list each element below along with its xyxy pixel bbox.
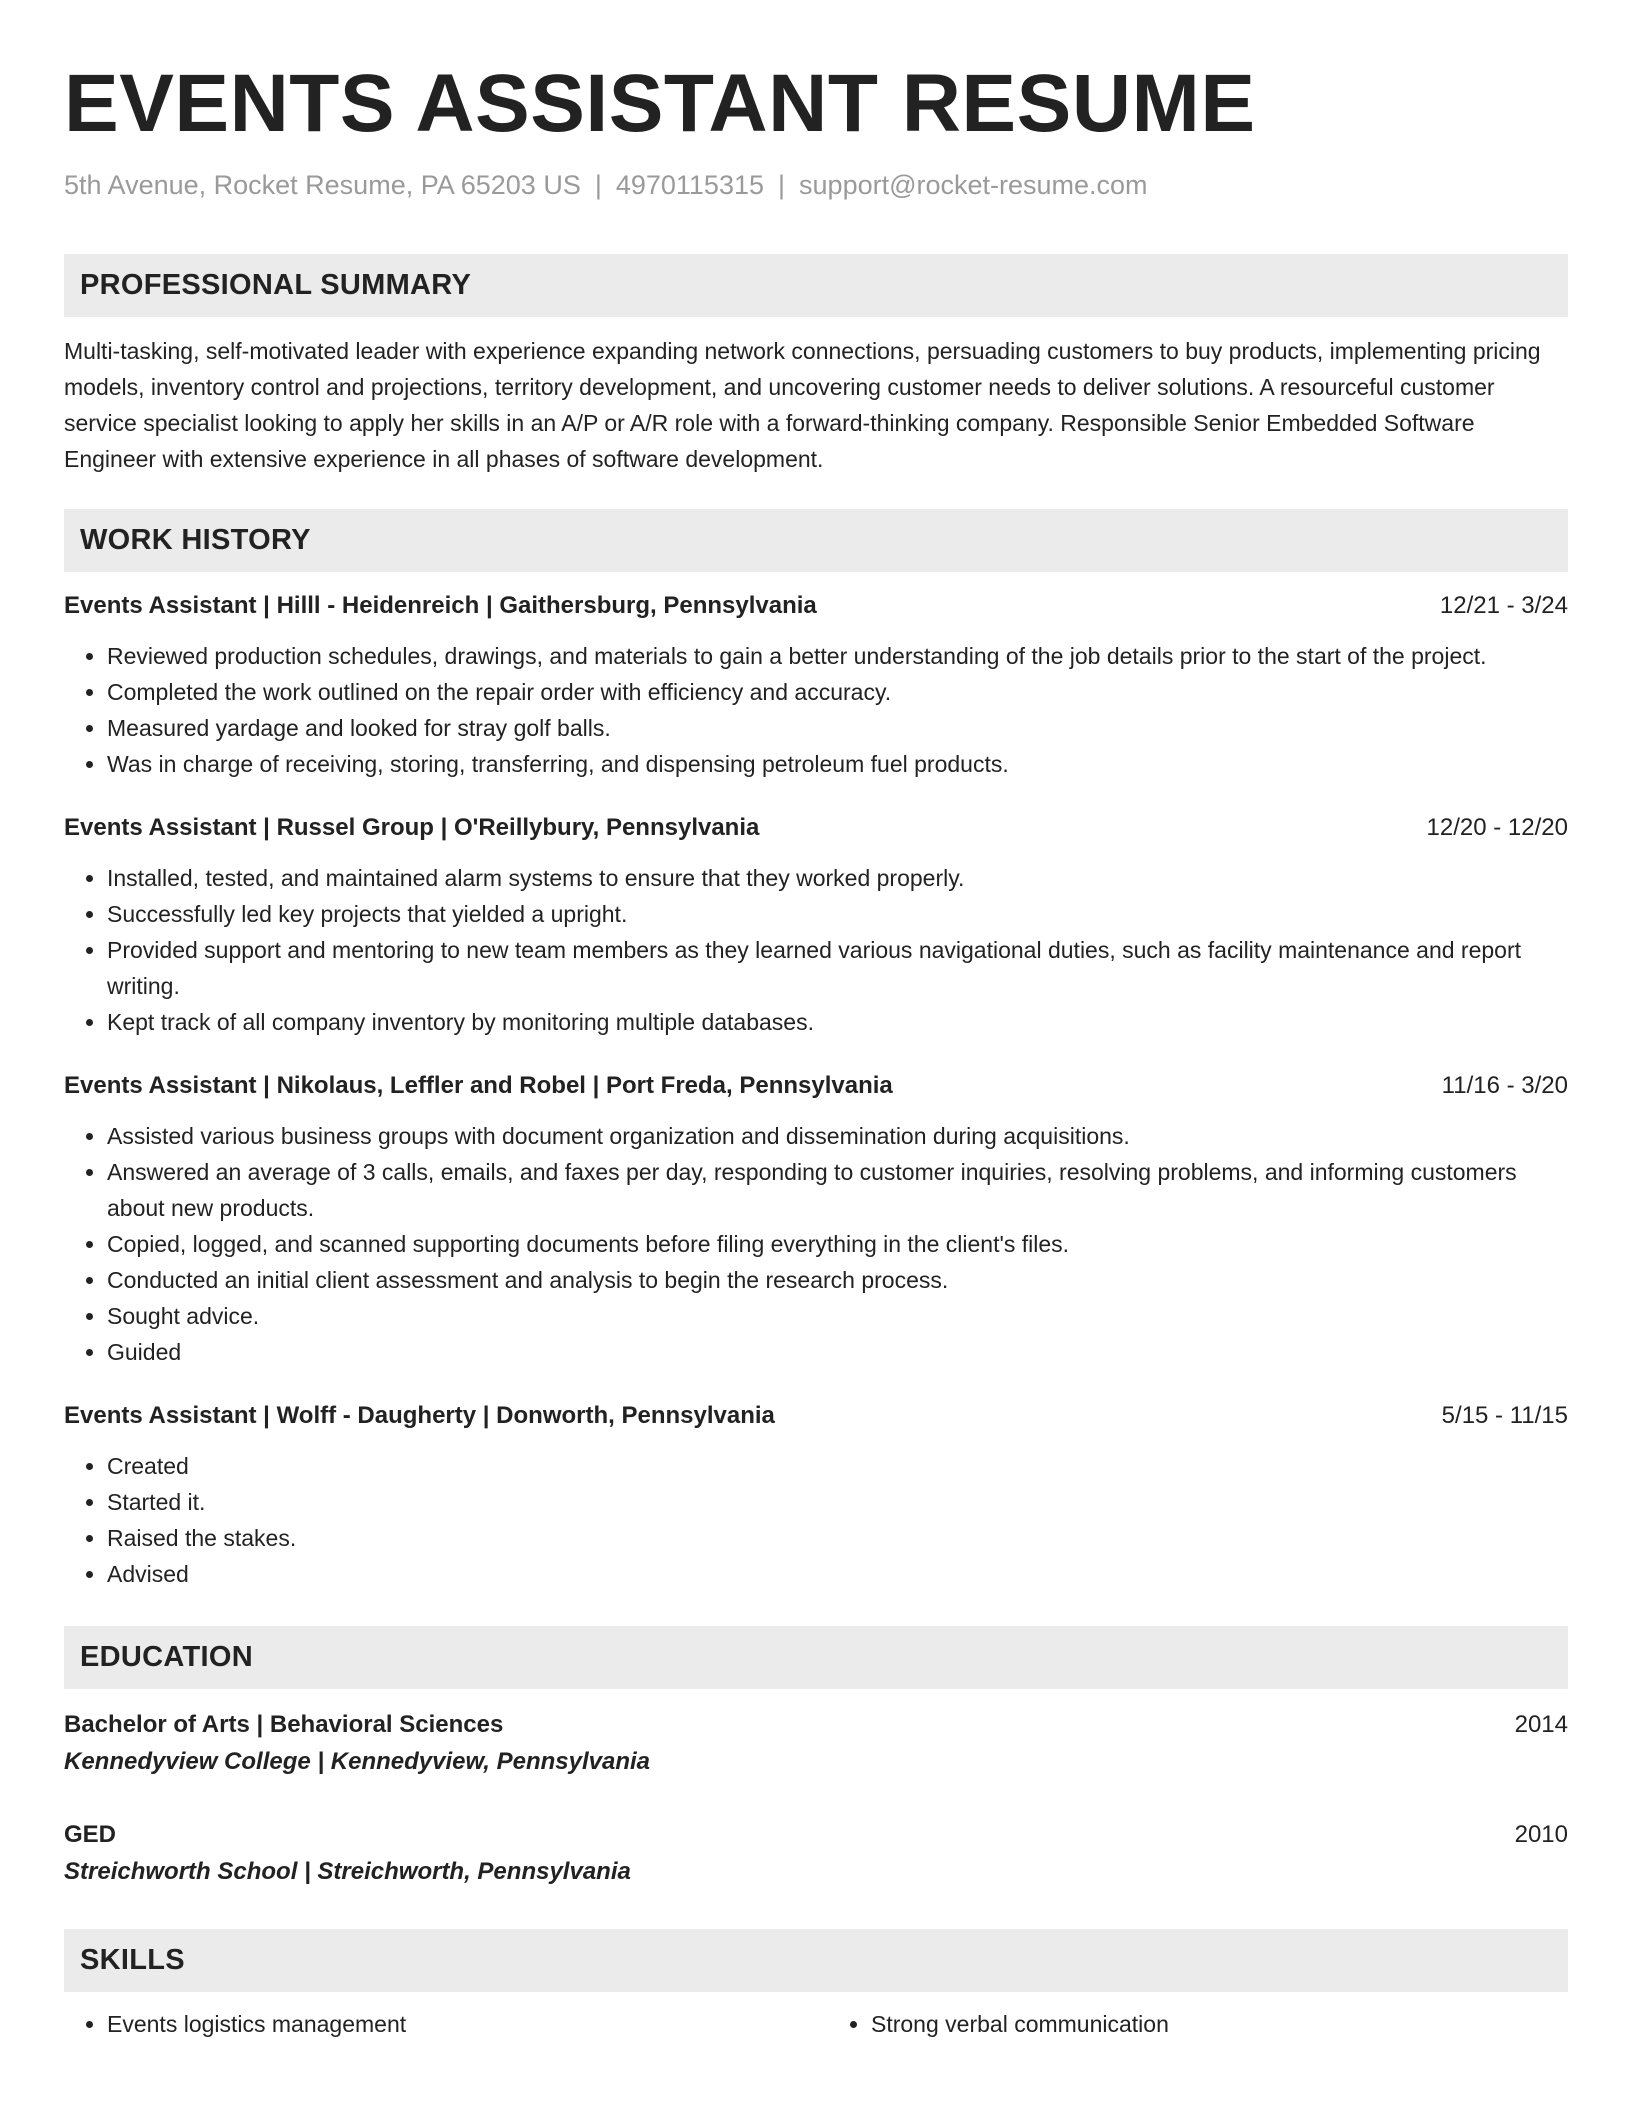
skill-item: • Strong verbal communication (871, 2006, 1568, 2042)
job-dates: 12/20 - 12/20 (1426, 814, 1568, 841)
job-bullet: • Sought advice. (107, 1298, 1568, 1334)
job-bullet: • Raised the stakes. (107, 1520, 1568, 1556)
contact-separator: | (778, 170, 786, 200)
summary-text: Multi-tasking, self-motivated leader with experience expanding network connections, persuading customers to buy products, implementing pricing models, inventory control and projections, territory development, and uncovering customer needs to deliver solutions. A resourceful customer service specialist looking to apply her skills in an A/P or A/R role with a forward-thinking company. Responsible Senior Embedded Software Engineer with extensive experience in all phases of software development. (64, 338, 1541, 472)
education-school: Kennedyview College | Kennedyview, Pennsylvania (64, 1748, 651, 1775)
job-header (64, 588, 1568, 624)
skills-list-right (828, 2006, 1568, 2042)
skill-item: • Events logistics management (107, 2006, 804, 2042)
job-bullet: • Reviewed production schedules, drawings, and materials to gain a better understanding of the job details prior to the start of the project. (107, 638, 1568, 674)
education-header (64, 1817, 1568, 1853)
job-bullet: • Kept track of all company inventory by monitoring multiple databases. (107, 1004, 1568, 1040)
contact-email: support@rocket-resume.com (799, 170, 1148, 200)
job-title: Events Assistant | Russel Group | O'Reillybury, Pennsylvania (64, 814, 760, 841)
job-header (64, 810, 1568, 846)
education-header (64, 1707, 1568, 1743)
job-bullet: • Successfully led key projects that yielded a upright. (107, 896, 1568, 932)
education-entry (64, 1707, 1568, 1781)
job-title: Events Assistant | Nikolaus, Leffler and Robel | Port Freda, Pennsylvania (64, 1072, 893, 1099)
job-bullet-list (64, 1448, 1568, 1592)
job-bullet: • Answered an average of 3 calls, emails, and faxes per day, responding to customer inquiries, resolving problems, and informing customers about new products. (107, 1154, 1568, 1226)
job-bullet: • Conducted an initial client assessment and analysis to begin the research process. (107, 1262, 1568, 1298)
job-bullet: • Was in charge of receiving, storing, transferring, and dispensing petroleum fuel products. (107, 746, 1568, 782)
resume-title: EVENTS ASSISTANT RESUME (64, 58, 1256, 149)
education-year: 2010 (1514, 1821, 1568, 1848)
job-bullet: • Completed the work outlined on the repair order with efficiency and accuracy. (107, 674, 1568, 710)
section-header-work-history: WORK HISTORY (64, 509, 1568, 572)
job-bullet-list (64, 638, 1568, 782)
job-bullet: • Assisted various business groups with document organization and dissemination during acquisitions. (107, 1118, 1568, 1154)
job-title: Events Assistant | Hilll - Heidenreich | Gaithersburg, Pennsylvania (64, 592, 817, 619)
contact-address: 5th Avenue, Rocket Resume, PA 65203 US (64, 170, 581, 200)
education-entry (64, 1817, 1568, 1891)
job-entry (64, 1398, 1568, 1592)
job-bullet: • Guided (107, 1334, 1568, 1370)
job-bullet-list (64, 860, 1568, 1040)
section-header-education: EDUCATION (64, 1626, 1568, 1689)
job-entry (64, 810, 1568, 1040)
education-degree: Bachelor of Arts | Behavioral Sciences (64, 1711, 504, 1738)
job-bullet: • Copied, logged, and scanned supporting documents before filing everything in the client's files. (107, 1226, 1568, 1262)
contact-line (64, 168, 1568, 202)
job-bullet: • Advised (107, 1556, 1568, 1592)
job-entry (64, 588, 1568, 782)
contact-separator: | (594, 170, 602, 200)
skills-list-left (64, 2006, 804, 2042)
job-header (64, 1068, 1568, 1104)
job-bullet: • Started it. (107, 1484, 1568, 1520)
section-header-skills: SKILLS (64, 1929, 1568, 1992)
education-degree: GED (64, 1821, 117, 1848)
job-bullet: • Measured yardage and looked for stray golf balls. (107, 710, 1568, 746)
job-title: Events Assistant | Wolff - Daugherty | Donworth, Pennsylvania (64, 1402, 775, 1429)
job-entry (64, 1068, 1568, 1370)
job-bullet-list (64, 1118, 1568, 1370)
skills-grid (64, 2006, 1568, 2042)
job-bullet: • Created (107, 1448, 1568, 1484)
job-dates: 12/21 - 3/24 (1439, 592, 1568, 619)
job-bullet: • Provided support and mentoring to new team members as they learned various navigational duties, such as facility maintenance and report writing. (107, 932, 1568, 1004)
education-school: Streichworth School | Streichworth, Pennsylvania (64, 1858, 631, 1885)
education-year: 2014 (1514, 1711, 1568, 1738)
contact-phone: 4970115315 (615, 170, 765, 200)
job-dates: 5/15 - 11/15 (1441, 1402, 1568, 1429)
job-bullet: • Installed, tested, and maintained alarm systems to ensure that they worked properly. (107, 860, 1568, 896)
job-header (64, 1398, 1568, 1434)
job-dates: 11/16 - 3/20 (1441, 1072, 1568, 1099)
section-header-summary: PROFESSIONAL SUMMARY (64, 254, 1568, 317)
